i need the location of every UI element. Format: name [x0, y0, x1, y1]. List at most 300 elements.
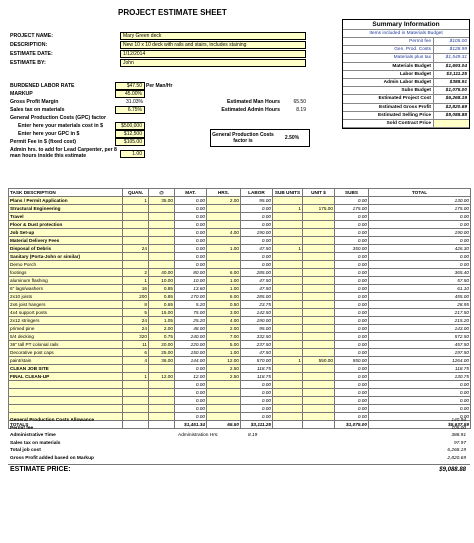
cell-q[interactable]	[123, 389, 149, 397]
cell-labor: 0.00	[241, 413, 273, 421]
cell-d[interactable]	[9, 397, 123, 405]
cell-labor: 0.00	[241, 213, 273, 221]
cell-unit[interactable]	[303, 245, 335, 253]
column-header: SUBS	[335, 189, 369, 197]
permit-fee-field[interactable]: $105.00	[115, 138, 145, 146]
cell-labor: 118.75	[241, 373, 273, 381]
cell-su[interactable]	[273, 213, 303, 221]
cell-q[interactable]: 24	[123, 325, 149, 333]
cell-total: 0.00	[369, 213, 471, 221]
cell-at[interactable]: 1.05	[149, 317, 175, 325]
summary-rows	[343, 38, 469, 128]
summary-subtitle: Items included in Materials Budget	[343, 30, 469, 38]
cell-at[interactable]	[149, 365, 175, 373]
gpc-factor-box	[210, 129, 310, 147]
cell-hrs[interactable]	[207, 261, 241, 269]
cell-unit[interactable]	[303, 405, 335, 413]
summary-row-label: Labor Budget	[399, 71, 431, 77]
cell-q[interactable]	[123, 397, 149, 405]
summary-row	[343, 54, 469, 62]
cell-hrs[interactable]: 2.50	[207, 373, 241, 381]
cell-su[interactable]	[273, 229, 303, 237]
cell-su[interactable]	[273, 325, 303, 333]
cell-labor: 0.00	[241, 205, 273, 213]
cell-mat: 144.00	[175, 357, 207, 365]
summary-row-value: $105.00	[433, 38, 469, 45]
cell-hrs[interactable]: 4.00	[207, 317, 241, 325]
project-header	[10, 32, 310, 67]
estimated-man-hours-value: 65.50	[293, 99, 306, 105]
cell-at[interactable]: 0.85	[149, 285, 175, 293]
cell-q[interactable]: 24	[123, 245, 149, 253]
cell-total: 426.30	[369, 245, 471, 253]
cell-hrs[interactable]: 6.00	[207, 269, 241, 277]
table-row	[9, 213, 471, 221]
cell-su[interactable]	[273, 381, 303, 389]
cell-unit[interactable]	[303, 269, 335, 277]
cell-q[interactable]	[123, 253, 149, 261]
cell-su[interactable]	[273, 261, 303, 269]
admin-hours-label: Admin hrs. to add for Lead Carpenter, per 8 man hours inside this estimate	[10, 147, 117, 159]
description-label: DESCRIPTION:	[10, 42, 48, 48]
cell-hrs[interactable]: 4.00	[207, 229, 241, 237]
cell-at[interactable]	[149, 205, 175, 213]
cell-unit[interactable]	[303, 285, 335, 293]
cell-q[interactable]	[123, 381, 149, 389]
cell-at[interactable]	[149, 261, 175, 269]
gpc-enter-label: Enter here your GPC in $	[18, 131, 80, 137]
cell-at[interactable]	[149, 213, 175, 221]
project-name-label: PROJECT NAME:	[10, 33, 53, 39]
table-row	[9, 309, 471, 317]
cell-at[interactable]: 35.00	[149, 197, 175, 205]
summary-row	[343, 79, 469, 87]
cell-total: 118.75	[369, 365, 471, 373]
markup-label: MARKUP	[10, 91, 33, 97]
cell-d[interactable]: aluminum flashing	[9, 277, 123, 285]
admin-hours-field[interactable]: 1.00	[120, 150, 145, 158]
cell-at[interactable]: 0.75	[149, 333, 175, 341]
cell-d[interactable]: Material Delivery Fees	[9, 237, 123, 245]
cell-hrs[interactable]	[207, 389, 241, 397]
cell-at[interactable]	[149, 229, 175, 237]
cell-q[interactable]	[123, 213, 149, 221]
cell-unit[interactable]: 550.00	[303, 357, 335, 365]
cell-hrs[interactable]	[207, 253, 241, 261]
cell-at[interactable]: 0.85	[149, 293, 175, 301]
cell-q[interactable]: 4	[123, 357, 149, 365]
summary-row	[343, 104, 469, 112]
cell-unit[interactable]	[303, 293, 335, 301]
cell-at[interactable]: 10.00	[149, 277, 175, 285]
cell-hrs[interactable]	[207, 381, 241, 389]
cell-unit[interactable]	[303, 213, 335, 221]
cell-unit[interactable]	[303, 221, 335, 229]
sheet-title: PROJECT ESTIMATE SHEET	[118, 8, 227, 17]
cell-q[interactable]: 1	[123, 197, 149, 205]
cell-d[interactable]	[9, 405, 123, 413]
cell-d[interactable]: Demo Porch	[9, 261, 123, 269]
cell-hrs[interactable]: 2.00	[207, 197, 241, 205]
cell-d[interactable]	[9, 389, 123, 397]
summary-row-label: Subs Budget	[401, 88, 431, 94]
burdened-labor-field[interactable]: $47.50	[115, 82, 145, 90]
gpc-factor-heading: General Production Costs (GPC) factor	[10, 115, 106, 121]
cell-at[interactable]	[149, 237, 175, 245]
cell-hrs[interactable]: 1.00	[207, 245, 241, 253]
footer-value: 6,268.19	[447, 448, 466, 454]
cell-q[interactable]	[123, 229, 149, 237]
cell-subs: 0.00	[335, 341, 369, 349]
footer-label: Sales tax on materials	[10, 440, 61, 446]
cell-su[interactable]	[273, 349, 303, 357]
cell-total: 197.50	[369, 349, 471, 357]
cell-su[interactable]	[273, 373, 303, 381]
cell-su[interactable]	[273, 389, 303, 397]
cell-q[interactable]: 16	[123, 285, 149, 293]
footer-label: Permit fee	[10, 425, 34, 431]
cell-at[interactable]: 12.00	[149, 373, 175, 381]
cell-d[interactable]: 2x10 joists	[9, 293, 123, 301]
totals-cell: $1,075.00	[335, 421, 369, 429]
cell-unit[interactable]	[303, 381, 335, 389]
cell-mat: 0.00	[175, 365, 207, 373]
cell-su[interactable]: 1	[273, 205, 303, 213]
cell-at[interactable]	[149, 405, 175, 413]
cell-subs: 0.00	[335, 325, 369, 333]
cell-su[interactable]	[273, 285, 303, 293]
cell-total: 0.00	[369, 381, 471, 389]
cell-q[interactable]	[123, 365, 149, 373]
cell-total: 28.95	[369, 301, 471, 309]
cell-su[interactable]	[273, 317, 303, 325]
cell-d[interactable]: Travel	[9, 213, 123, 221]
totals-cell: $1,451.34	[175, 421, 207, 429]
cell-unit[interactable]: 175.00	[303, 205, 335, 213]
cell-d[interactable]: 2x12 stringers	[9, 317, 123, 325]
table-header-row	[9, 189, 471, 197]
cell-su[interactable]	[273, 301, 303, 309]
summary-row-value: $3,111.25	[433, 71, 469, 78]
summary-row-value: $1,549.31	[433, 54, 469, 61]
cell-subs: 0.00	[335, 285, 369, 293]
cell-hrs[interactable]	[207, 205, 241, 213]
cell-labor: 332.50	[241, 333, 273, 341]
cell-total: 215.20	[369, 317, 471, 325]
cell-unit[interactable]	[303, 229, 335, 237]
cell-subs: 0.00	[335, 221, 369, 229]
cell-d[interactable]: 2x6 joist hangers	[9, 301, 123, 309]
cell-labor: 95.00	[241, 197, 273, 205]
table-row	[9, 397, 471, 405]
cell-d[interactable]: primed pine	[9, 325, 123, 333]
cell-hrs[interactable]: 5.00	[207, 341, 241, 349]
cell-hrs[interactable]: 1.00	[207, 277, 241, 285]
table-row	[9, 277, 471, 285]
totals-cell: $5,637.59	[369, 421, 471, 429]
cell-labor: 190.00	[241, 317, 273, 325]
cell-hrs[interactable]	[207, 221, 241, 229]
cell-unit[interactable]	[303, 373, 335, 381]
cell-su[interactable]	[273, 237, 303, 245]
cell-unit[interactable]	[303, 397, 335, 405]
cell-su[interactable]	[273, 293, 303, 301]
cell-q[interactable]: 1	[123, 373, 149, 381]
footer-mid-value: 8.19	[248, 433, 258, 439]
cell-labor: 0.00	[241, 237, 273, 245]
cell-d[interactable]: FINAL CLEAN-UP	[9, 373, 123, 381]
cell-unit[interactable]	[303, 389, 335, 397]
cell-total: 130.75	[369, 373, 471, 381]
cell-su[interactable]	[273, 365, 303, 373]
cell-hrs[interactable]	[207, 397, 241, 405]
summary-row	[343, 95, 469, 103]
cell-q[interactable]	[123, 405, 149, 413]
cell-labor: 142.50	[241, 309, 273, 317]
cell-hrs[interactable]: 6.00	[207, 293, 241, 301]
estimate-date-label: ESTIMATE DATE:	[10, 51, 53, 57]
footer-label: Administrative Time	[10, 433, 56, 439]
cell-at[interactable]	[149, 381, 175, 389]
footer-value: 388.91	[451, 433, 466, 439]
footer-row	[8, 417, 470, 425]
cell-d[interactable]: Structural Engineering	[9, 205, 123, 213]
cell-labor: 0.00	[241, 381, 273, 389]
cell-q[interactable]: 6	[123, 349, 149, 357]
summary-row	[343, 71, 469, 79]
cell-q[interactable]	[123, 221, 149, 229]
cell-subs: 0.00	[335, 381, 369, 389]
cell-subs: 0.00	[335, 261, 369, 269]
cell-labor: 0.00	[241, 221, 273, 229]
cell-at[interactable]: 36.00	[149, 357, 175, 365]
cell-subs: 0.00	[335, 301, 369, 309]
cell-q[interactable]	[123, 205, 149, 213]
column-header: LABOR	[241, 189, 273, 197]
cell-hrs[interactable]: 12.00	[207, 357, 241, 365]
cell-d[interactable]: paint/stain	[9, 357, 123, 365]
summary-row	[343, 120, 469, 128]
footer-label: Total job cost	[10, 448, 41, 454]
cell-q[interactable]: 200	[123, 293, 149, 301]
cell-d[interactable]: Plans / Permit Application	[9, 197, 123, 205]
footer-value: 140.94	[451, 418, 466, 423]
gpc-enter-field[interactable]: $12,500	[115, 130, 145, 138]
materials-cost-field[interactable]: $500,000	[115, 122, 145, 130]
summary-row-label: Materials Budget	[392, 63, 431, 69]
description-field[interactable]: New 10 x 10 deck with rails and stairs, includes staining	[120, 41, 306, 49]
summary-row-value: $9,088.88	[433, 112, 469, 119]
cell-at[interactable]: 40.00	[149, 269, 175, 277]
cell-hrs[interactable]: 2.00	[207, 325, 241, 333]
cell-total: 0.00	[369, 413, 471, 421]
cell-d[interactable]: Disposal of Debris	[9, 245, 123, 253]
gpc-factor-value: 2.50%	[284, 135, 300, 141]
cell-subs: 0.00	[335, 237, 369, 245]
cell-q[interactable]: 1	[123, 277, 149, 285]
cell-mat: 13.60	[175, 285, 207, 293]
cell-unit[interactable]	[303, 325, 335, 333]
cell-unit[interactable]	[303, 253, 335, 261]
cell-mat: 0.00	[175, 229, 207, 237]
cell-subs: 0.00	[335, 229, 369, 237]
summary-row-value: $6,268.19	[433, 95, 469, 102]
cell-at[interactable]: 2.00	[149, 325, 175, 333]
cell-unit[interactable]	[303, 277, 335, 285]
project-name-field[interactable]: Mary Green deck	[120, 32, 306, 40]
cell-d[interactable]: CLEAN JOB SITE	[9, 365, 123, 373]
cell-q[interactable]: 8	[123, 301, 149, 309]
parameters-block	[10, 82, 200, 162]
gross-profit-margin-label: Gross Profit Margin	[10, 99, 59, 105]
cell-d[interactable]	[9, 381, 123, 389]
estimate-table	[8, 188, 471, 429]
cell-total: 190.00	[369, 229, 471, 237]
cell-q[interactable]	[123, 261, 149, 269]
cell-total: 57.50	[369, 277, 471, 285]
table-row	[9, 237, 471, 245]
cell-hrs[interactable]: 2.50	[207, 365, 241, 373]
cell-at[interactable]: 0.65	[149, 301, 175, 309]
cell-subs: 0.00	[335, 293, 369, 301]
cell-hrs[interactable]	[207, 213, 241, 221]
summary-box	[342, 19, 470, 129]
sales-tax-field[interactable]: 6.75%	[115, 106, 145, 114]
totals-cell: 65.50	[207, 421, 241, 429]
summary-row-value: $1,075.00	[433, 87, 469, 94]
cell-unit[interactable]	[303, 301, 335, 309]
cell-unit[interactable]	[303, 365, 335, 373]
cell-su[interactable]	[273, 221, 303, 229]
cell-d[interactable]: Job Set-up	[9, 229, 123, 237]
cell-unit[interactable]	[303, 317, 335, 325]
estimate-by-field[interactable]: John	[120, 59, 306, 67]
cell-hrs[interactable]	[207, 405, 241, 413]
cell-hrs[interactable]: 3.00	[207, 309, 241, 317]
cell-su[interactable]	[273, 253, 303, 261]
cell-su[interactable]	[273, 269, 303, 277]
cell-q[interactable]: 24	[123, 317, 149, 325]
markup-field[interactable]: 45.00%	[115, 90, 145, 98]
cell-su[interactable]	[273, 341, 303, 349]
estimate-date-field[interactable]: 1/12/2014	[120, 50, 306, 58]
table-body	[9, 197, 471, 429]
cell-labor: 47.50	[241, 349, 273, 357]
cell-at[interactable]: 25.00	[149, 349, 175, 357]
cell-q[interactable]: 320	[123, 333, 149, 341]
cell-d[interactable]: Sanitary (Porta-John or similar)	[9, 253, 123, 261]
cell-su[interactable]	[273, 277, 303, 285]
cell-hrs[interactable]: 1.00	[207, 285, 241, 293]
cell-unit[interactable]	[303, 333, 335, 341]
cell-mat: 0.00	[175, 213, 207, 221]
cell-mat: 75.00	[175, 309, 207, 317]
cell-mat: 0.00	[175, 397, 207, 405]
cell-su[interactable]	[273, 397, 303, 405]
cell-labor: 0.00	[241, 389, 273, 397]
cell-unit[interactable]	[303, 261, 335, 269]
cell-d[interactable]: 4x4 support posts	[9, 309, 123, 317]
cell-total: 0.00	[369, 389, 471, 397]
cell-su[interactable]	[273, 405, 303, 413]
cell-mat: 0.00	[175, 413, 207, 421]
cell-q[interactable]	[123, 237, 149, 245]
cell-subs: 0.00	[335, 253, 369, 261]
estimated-hours-block	[204, 98, 310, 114]
cell-mat: 240.00	[175, 333, 207, 341]
cell-labor: 47.50	[241, 245, 273, 253]
cell-at[interactable]	[149, 245, 175, 253]
estimated-admin-hours-label: Estimated Admin Hours	[221, 107, 280, 113]
cell-hrs[interactable]	[207, 237, 241, 245]
cell-unit[interactable]	[303, 309, 335, 317]
table-row	[9, 341, 471, 349]
cell-d[interactable]: Floor & Dust protection	[9, 221, 123, 229]
column-header: @	[149, 189, 175, 197]
cell-q[interactable]: 5	[123, 309, 149, 317]
cell-d[interactable]: footings	[9, 269, 123, 277]
cell-q[interactable]: 11	[123, 341, 149, 349]
estimated-admin-hours-value: 8.19	[296, 107, 306, 113]
cell-d[interactable]: 36" tall PT colonial rails	[9, 341, 123, 349]
cell-d[interactable]: 6" lags/washers	[9, 285, 123, 293]
cell-su[interactable]: 1	[273, 245, 303, 253]
cell-q[interactable]: 2	[123, 269, 149, 277]
table-row	[9, 253, 471, 261]
cell-at[interactable]	[149, 221, 175, 229]
summary-row-label: Sold Contract Price	[386, 120, 431, 126]
cell-hrs[interactable]: 1.00	[207, 349, 241, 357]
cell-at[interactable]	[149, 389, 175, 397]
cell-at[interactable]	[149, 253, 175, 261]
cell-unit[interactable]	[303, 341, 335, 349]
cell-labor: 0.00	[241, 405, 273, 413]
cell-labor: 0.00	[241, 253, 273, 261]
cell-d[interactable]: 5/4 decking	[9, 333, 123, 341]
cell-unit[interactable]	[303, 237, 335, 245]
cell-mat: 0.00	[175, 253, 207, 261]
cell-subs: 0.00	[335, 333, 369, 341]
summary-row-label: Estimated Selling Price	[377, 112, 431, 118]
table-row	[9, 221, 471, 229]
cell-unit[interactable]	[303, 197, 335, 205]
cell-subs: 0.00	[335, 405, 369, 413]
cell-at[interactable]: 20.00	[149, 341, 175, 349]
cell-hrs[interactable]: 7.00	[207, 333, 241, 341]
cell-su[interactable]	[273, 333, 303, 341]
summary-row-value: $388.91	[433, 79, 469, 86]
cell-labor: 0.00	[241, 261, 273, 269]
cell-unit[interactable]	[303, 349, 335, 357]
cell-labor: 95.00	[241, 325, 273, 333]
cell-total: 0.00	[369, 221, 471, 229]
summary-row	[343, 112, 469, 120]
cell-at[interactable]	[149, 397, 175, 405]
cell-subs: 0.00	[335, 269, 369, 277]
cell-labor: 0.00	[241, 397, 273, 405]
materials-cost-label: Enter here your materials cost in $	[18, 123, 104, 129]
cell-d[interactable]: Decorative post caps	[9, 349, 123, 357]
cell-su[interactable]	[273, 309, 303, 317]
cell-su[interactable]: 1	[273, 357, 303, 365]
cell-at[interactable]: 15.00	[149, 309, 175, 317]
cell-subs: 0.00	[335, 413, 369, 421]
cell-hrs[interactable]: 0.50	[207, 301, 241, 309]
cell-total: 1264.00	[369, 357, 471, 365]
cell-labor: 118.75	[241, 365, 273, 373]
cell-mat: 5.20	[175, 301, 207, 309]
cell-su[interactable]	[273, 197, 303, 205]
